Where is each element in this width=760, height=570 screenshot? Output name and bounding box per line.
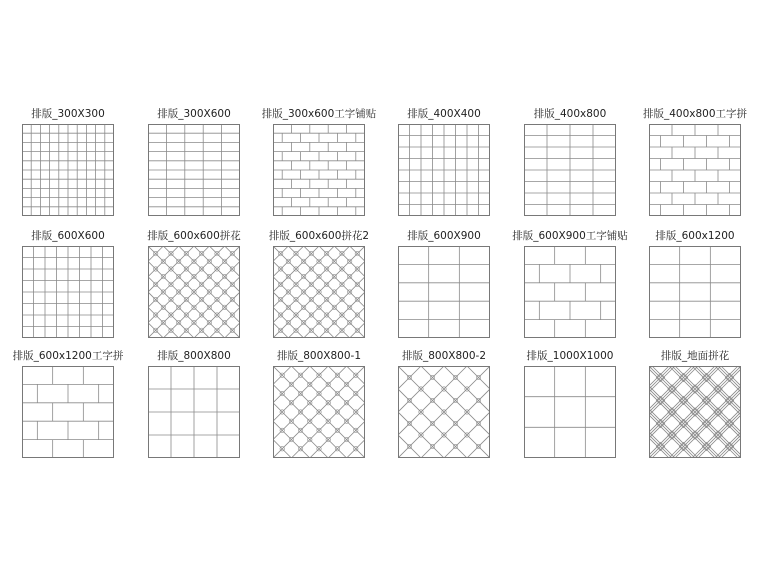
tile-pattern <box>148 366 240 458</box>
pattern-label: 排版_1000X1000 <box>526 350 614 362</box>
tile-pattern <box>398 366 490 458</box>
tile-pattern <box>273 124 365 216</box>
tile-frame <box>23 367 114 458</box>
tile-pattern <box>148 124 240 216</box>
pattern-label: 排版_600x600拼花2 <box>268 230 370 242</box>
pattern-label: 排版_600x600拼花 <box>147 230 241 242</box>
tile-pattern <box>649 246 741 338</box>
tile-pattern <box>22 366 114 458</box>
tile-pattern <box>524 246 616 338</box>
tile-pattern <box>649 124 741 216</box>
tile-frame <box>399 247 490 338</box>
tile-pattern <box>524 124 616 216</box>
pattern-label: 排版_800X800-1 <box>277 350 361 362</box>
pattern-label: 排版_400X400 <box>407 108 481 120</box>
tile-pattern <box>524 366 616 458</box>
tile-pattern <box>22 246 114 338</box>
pattern-label: 排版_800X800-2 <box>402 350 486 362</box>
pattern-label: 排版_300X300 <box>31 108 105 120</box>
pattern-label: 排版_300x600工字铺贴 <box>261 108 377 120</box>
tile-pattern <box>649 366 741 458</box>
tile-frame <box>650 247 741 338</box>
pattern-label: 排版_600X900 <box>407 230 481 242</box>
tile-pattern <box>22 124 114 216</box>
pattern-label: 排版_800X800 <box>157 350 231 362</box>
pattern-label: 排版_400x800工字拼 <box>642 108 748 120</box>
tile-pattern <box>148 246 240 338</box>
tile-pattern <box>273 246 365 338</box>
pattern-label: 排版_600X600 <box>31 230 105 242</box>
pattern-label: 排版_地面拼花 <box>660 350 730 362</box>
tile-pattern <box>398 124 490 216</box>
tile-frame <box>525 247 616 338</box>
tile-pattern <box>398 246 490 338</box>
tile-pattern <box>273 366 365 458</box>
pattern-label: 排版_600x1200工字拼 <box>12 350 124 362</box>
pattern-label: 排版_400x800 <box>533 108 607 120</box>
pattern-label: 排版_600X900工字铺贴 <box>512 230 628 242</box>
pattern-label: 排版_600x1200 <box>655 230 735 242</box>
pattern-label: 排版_300X600 <box>157 108 231 120</box>
tile-frame <box>525 367 616 458</box>
